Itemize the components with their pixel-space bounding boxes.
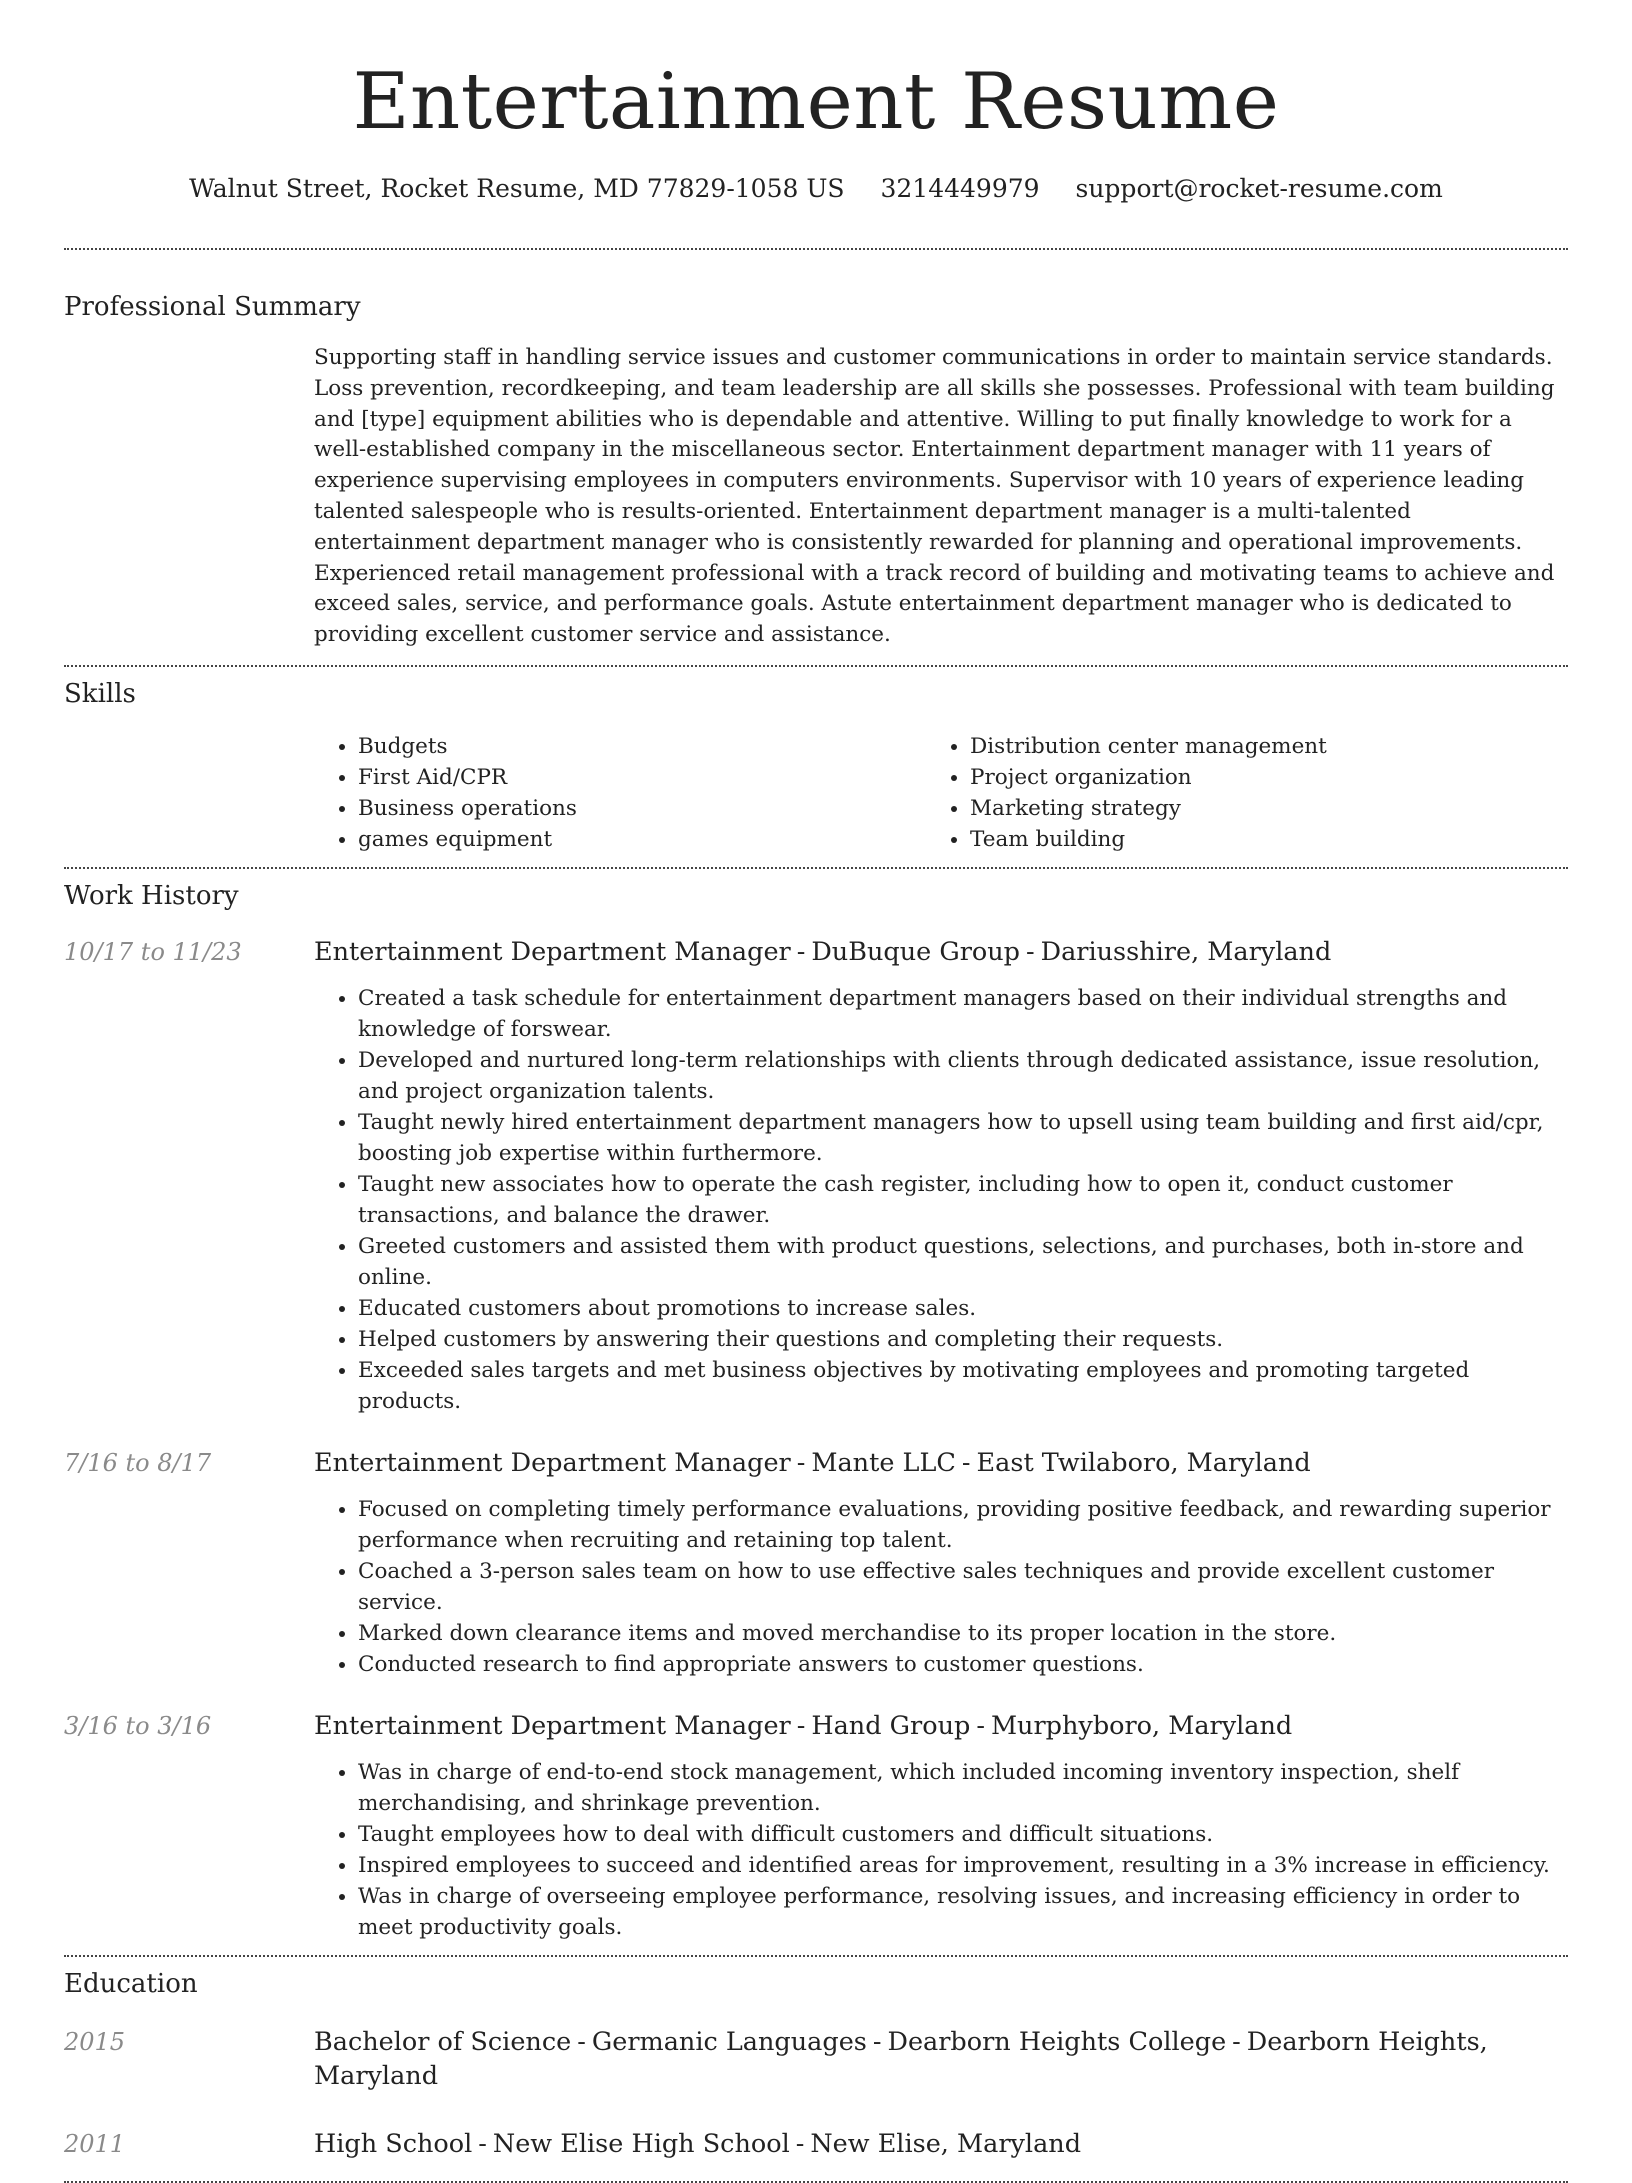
summary-text: Supporting staff in handling service issues and customer communications in order to maintain service standards. Loss prevention, recordkeeping, and team leadership are all skills she possesses. Professional with team building and [type] equipment abilities who is dependable and attentive. Willing to put finally knowledge to work for a well-established company in the miscellaneous sector. Entertainment department manager with 11 years of experience supervising employees in computers environments. Supervisor with 10 years of experience leading talented salespeople who is results-oriented. Entertainment department manager is a multi-talented entertainment department manager who is consistently rewarded for planning and operational improvements. Experienced retail management professional with a track record of building and motivating teams to achieve and exceed sales, service, and performance goals. Astute entertainment department manager who is dedicated to providing excellent customer service and assistance. xyxy=(314,345,1555,648)
job-heading: Entertainment Department Manager - Hand Group - Murphyboro, Maryland xyxy=(314,1710,1293,1741)
job-bullet: • Helped customers by answering their questions and completing their requests. xyxy=(358,1324,1568,1355)
contact-email: support@rocket-resume.com xyxy=(1075,174,1443,203)
job-entry xyxy=(64,1446,1568,1680)
skill-item: • First Aid/CPR xyxy=(358,762,926,793)
job-dates: 7/16 to 8/17 xyxy=(64,1448,212,1477)
job-bullet: • Conducted research to find appropriate answers to customer questions. xyxy=(358,1649,1568,1680)
summary-heading: Professional Summary xyxy=(64,292,361,322)
resume-title: Entertainment Resume xyxy=(352,57,1280,147)
education-entry xyxy=(64,2025,1568,2093)
job-bullet: • Created a task schedule for entertainment department managers based on their individual strengths and knowledge of forswear. xyxy=(358,983,1568,1045)
job-bullet: • Educated customers about promotions to increase sales. xyxy=(358,1293,1568,1324)
job-entry xyxy=(64,935,1568,1417)
skill-item: • games equipment xyxy=(358,824,926,855)
job-title: Entertainment Department Manager xyxy=(314,1447,791,1478)
job-bullet: • Greeted customers and assisted them with product questions, selections, and purchases, both in-store and online. xyxy=(358,1231,1568,1293)
job-heading: Entertainment Department Manager - Mante LLC - East Twilaboro, Maryland xyxy=(314,1447,1311,1478)
skills-grid xyxy=(314,731,1568,867)
job-location: Murphyboro, Maryland xyxy=(990,1710,1293,1741)
education-year: 2015 xyxy=(64,2027,126,2056)
skills-list-left xyxy=(314,731,926,855)
job-title: Entertainment Department Manager xyxy=(314,936,791,967)
job-bullet: • Exceeded sales targets and met business objectives by motivating employees and promoting targeted products. xyxy=(358,1355,1568,1417)
job-dates: 10/17 to 11/23 xyxy=(64,937,242,966)
job-company: Hand Group xyxy=(811,1710,971,1741)
education-school: New Elise High School xyxy=(492,2128,790,2159)
job-bullet: • Developed and nurtured long-term relationships with clients through dedicated assistance, issue resolution, and project organization talents. xyxy=(358,1045,1568,1107)
work-section xyxy=(64,869,1568,1955)
job-bullet: • Was in charge of end-to-end stock management, which included incoming inventory inspection, shelf merchandising, and shrinkage prevention. xyxy=(358,1757,1568,1819)
job-bullet: • Taught employees how to deal with difficult customers and difficult situations. xyxy=(358,1819,1568,1850)
skill-item: • Business operations xyxy=(358,793,926,824)
education-entry xyxy=(64,2127,1568,2181)
job-heading: Entertainment Department Manager - DuBuque Group - Dariusshire, Maryland xyxy=(314,936,1332,967)
education-degree: Bachelor of Science xyxy=(314,2026,572,2057)
job-bullet: • Coached a 3-person sales team on how to use effective sales techniques and provide excellent customer service. xyxy=(358,1556,1568,1618)
education-field: Germanic Languages xyxy=(591,2026,867,2057)
skill-item: • Marketing strategy xyxy=(970,793,1568,824)
skill-item: • Distribution center management xyxy=(970,731,1568,762)
education-school: Dearborn Heights College xyxy=(887,2026,1227,2057)
contact-address: Walnut Street, Rocket Resume, MD 77829-1058 US xyxy=(189,174,845,203)
skill-item: • Team building xyxy=(970,824,1568,855)
work-heading: Work History xyxy=(64,880,239,911)
education-heading-line: High School - New Elise High School - New Elise, Maryland xyxy=(314,2128,1082,2159)
job-bullets xyxy=(314,983,1568,1417)
job-bullets xyxy=(314,1494,1568,1680)
summary-section xyxy=(64,250,1568,665)
skill-item: • Project organization xyxy=(970,762,1568,793)
job-main xyxy=(314,1709,1568,1943)
job-company: DuBuque Group xyxy=(811,936,1020,967)
job-bullet: • Taught new associates how to operate the cash register, including how to open it, conduct customer transactions, and balance the drawer. xyxy=(358,1169,1568,1231)
education-section xyxy=(64,1957,1568,2181)
education-location: New Elise, Maryland xyxy=(810,2128,1082,2159)
job-bullet: • Inspired employees to succeed and identified areas for improvement, resulting in a 3% increase in efficiency. xyxy=(358,1850,1568,1881)
education-year: 2011 xyxy=(64,2129,126,2158)
skills-heading: Skills xyxy=(64,678,136,709)
job-bullet: • Marked down clearance items and moved merchandise to its proper location in the store. xyxy=(358,1618,1568,1649)
education-heading: Education xyxy=(64,1968,198,1999)
job-title: Entertainment Department Manager xyxy=(314,1710,791,1741)
job-entry xyxy=(64,1709,1568,1955)
education-degree: High School xyxy=(314,2128,473,2159)
contact-phone: 3214449979 xyxy=(880,174,1040,203)
job-main xyxy=(314,1446,1568,1680)
education-location: Dearborn Heights, Maryland xyxy=(314,2026,1488,2091)
education-heading-line: Bachelor of Science - Germanic Languages - Dearborn Heights College - Dearborn Heights, Maryland xyxy=(314,2026,1488,2091)
skills-list-right xyxy=(926,731,1568,855)
job-bullet: • Taught newly hired entertainment department managers how to upsell using team building and first aid/cpr, boosting job expertise within furthermore. xyxy=(358,1107,1568,1169)
skills-section xyxy=(64,667,1568,867)
job-bullet: • Focused on completing timely performance evaluations, providing positive feedback, and rewarding superior performance when recruiting and retaining top talent. xyxy=(358,1494,1568,1556)
job-location: Dariusshire, Maryland xyxy=(1040,936,1332,967)
job-location: East Twilaboro, Maryland xyxy=(976,1447,1311,1478)
job-dates: 3/16 to 3/16 xyxy=(64,1711,212,1740)
job-bullets xyxy=(314,1757,1568,1943)
contact-line xyxy=(64,172,1568,206)
skill-item: • Budgets xyxy=(358,731,926,762)
job-main xyxy=(314,935,1568,1417)
job-bullet: • Was in charge of overseeing employee performance, resolving issues, and increasing efficiency in order to meet productivity goals. xyxy=(358,1881,1568,1943)
job-company: Mante LLC xyxy=(811,1447,956,1478)
